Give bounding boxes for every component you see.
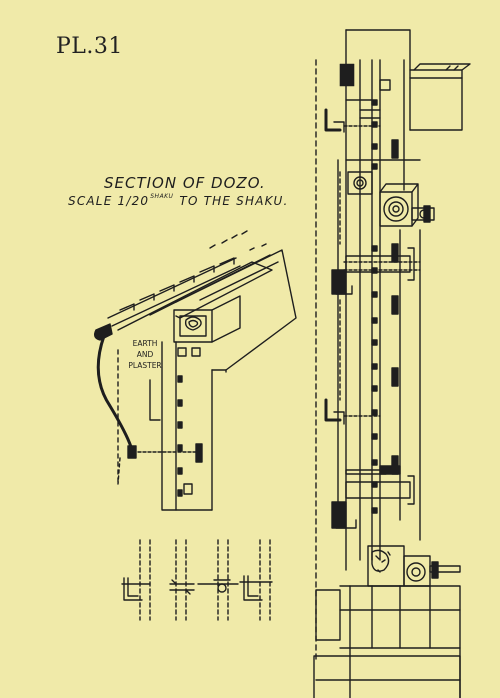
timber-end-grain bbox=[348, 172, 434, 226]
beam-end bbox=[174, 296, 240, 342]
roof-tiles bbox=[108, 231, 247, 326]
joint-detail-2 bbox=[170, 540, 194, 620]
wall-top bbox=[346, 30, 410, 130]
joint-detail-3 bbox=[198, 540, 238, 620]
scale-prefix: SCALE bbox=[68, 194, 113, 208]
note-line-3: PLASTER bbox=[128, 361, 162, 370]
stone-foundation bbox=[314, 586, 460, 698]
drawing-title: SECTION OF DOZO. bbox=[104, 174, 266, 192]
joint-details bbox=[122, 540, 272, 620]
note-line-2: AND bbox=[136, 350, 154, 359]
plate-number: PL.31 bbox=[56, 34, 123, 59]
main-wall-section bbox=[314, 30, 470, 698]
stud-chain bbox=[372, 100, 377, 513]
scale-suffix: TO THE SHAKU. bbox=[179, 194, 289, 208]
floor-beam bbox=[410, 64, 470, 130]
joint-detail-4 bbox=[240, 540, 272, 620]
joint-detail-1 bbox=[122, 540, 150, 620]
eave-section bbox=[95, 231, 296, 510]
eave-wall bbox=[118, 342, 226, 510]
roof-slab bbox=[118, 244, 296, 370]
scale-fraction: 1/20 bbox=[117, 194, 150, 208]
note-line-1: EARTH bbox=[132, 339, 158, 348]
sill-timber bbox=[368, 546, 460, 586]
scale-unit-superscript: SHAKU bbox=[150, 193, 174, 200]
gutter bbox=[95, 324, 136, 484]
wall-slots bbox=[380, 140, 400, 474]
